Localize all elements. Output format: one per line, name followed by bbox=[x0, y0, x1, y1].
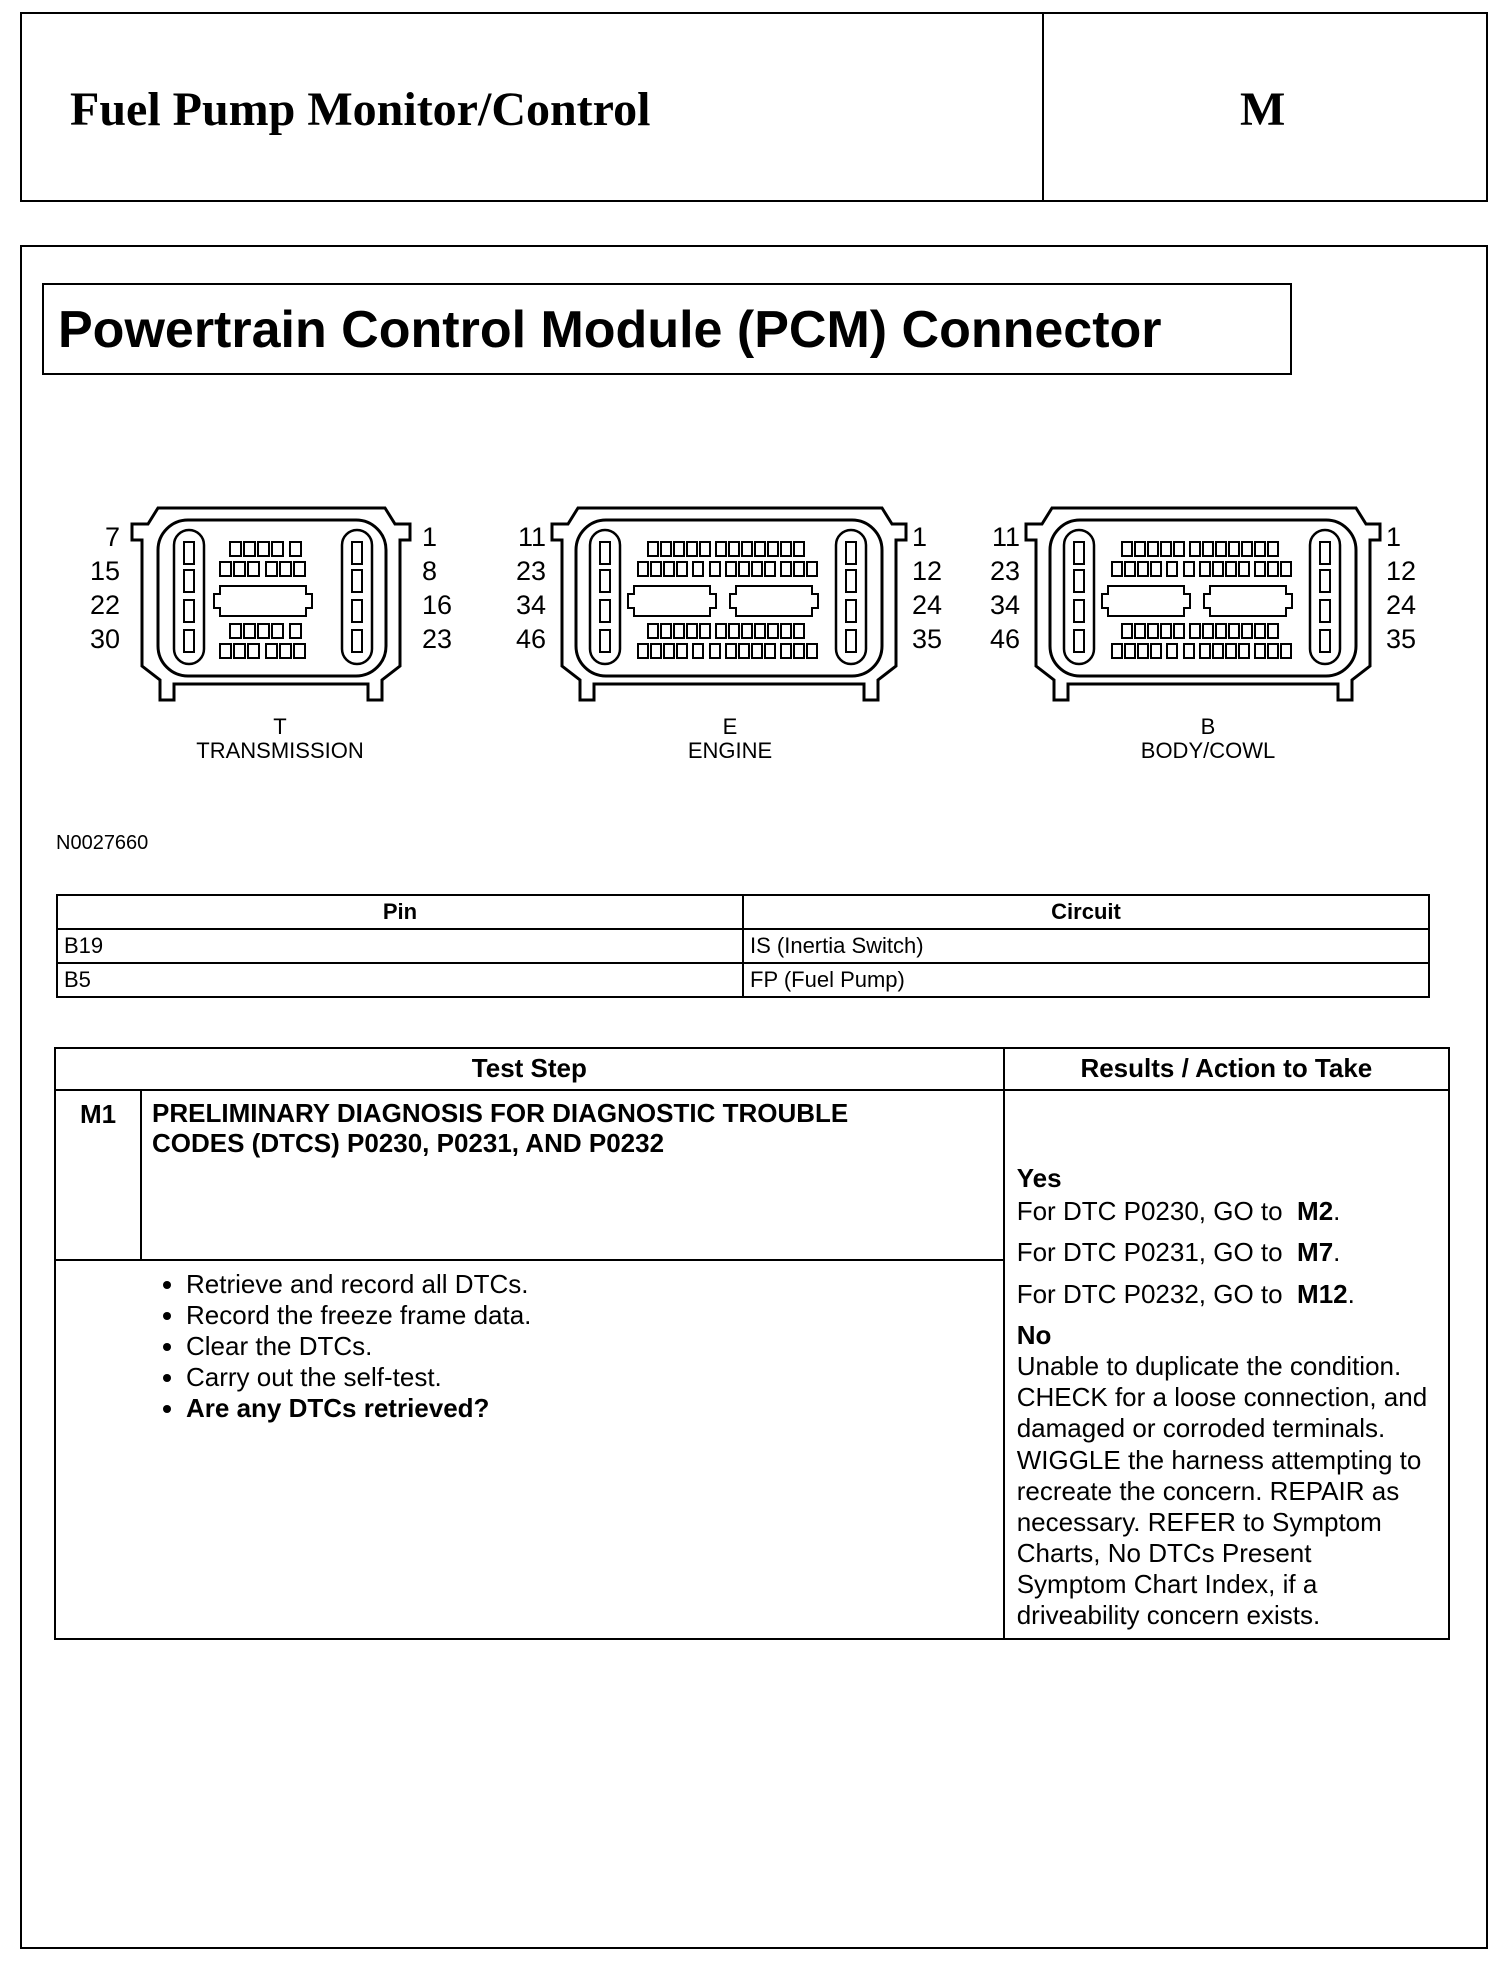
yes-label: Yes bbox=[1016, 1163, 1062, 1193]
pin-number: 11 bbox=[517, 522, 546, 552]
column-header-test-step: Test Step bbox=[55, 1048, 1004, 1090]
figure-id: N0027660 bbox=[56, 832, 149, 854]
no-action-line: Charts, No DTCs Present bbox=[1016, 1538, 1312, 1569]
table-header-row bbox=[55, 1048, 1449, 1090]
no-action-line: WIGGLE the harness attempting to bbox=[1016, 1444, 1422, 1475]
no-action-line: Unable to duplicate the condition. bbox=[1016, 1350, 1402, 1381]
column-header-pin: Pin bbox=[57, 895, 743, 929]
pin-number: 24 bbox=[912, 590, 943, 620]
circuit-cell: IS (Inertia Switch) bbox=[743, 929, 1429, 963]
connector-name: ENGINE bbox=[687, 738, 773, 763]
table-row bbox=[57, 963, 1429, 997]
no-action-line: driveability concern exists. bbox=[1016, 1600, 1321, 1631]
step-bullet-list bbox=[150, 1269, 993, 1425]
goto-step-link[interactable]: M2 bbox=[1297, 1196, 1334, 1227]
step-heading-line: CODES (DTCS) P0230, P0231, AND P0232 bbox=[152, 1127, 665, 1158]
table-header-row bbox=[57, 895, 1429, 929]
pin-number: 1 bbox=[1386, 522, 1402, 552]
step-id: M1 bbox=[55, 1090, 141, 1260]
connector-body-cowl bbox=[990, 508, 1416, 763]
section-letter: M bbox=[1240, 83, 1286, 136]
pin-number: 46 bbox=[515, 624, 546, 654]
column-header-results: Results / Action to Take bbox=[1004, 1048, 1449, 1090]
yes-action-text: For DTC P0230, GO to bbox=[1016, 1196, 1283, 1227]
pin-number: 34 bbox=[515, 590, 546, 620]
pin-number: 7 bbox=[104, 522, 120, 552]
list-item: • Retrieve and record all DTCs. bbox=[186, 1269, 993, 1300]
connector-transmission bbox=[90, 508, 452, 763]
step-heading-line: PRELIMINARY DIAGNOSIS FOR DIAGNOSTIC TROUBLE bbox=[152, 1098, 849, 1128]
list-item: • Carry out the self-test. bbox=[186, 1362, 993, 1393]
pin-number: 24 bbox=[1386, 590, 1417, 620]
pin-number: 22 bbox=[89, 590, 120, 620]
circuit-cell: FP (Fuel Pump) bbox=[743, 963, 1429, 997]
step-heading bbox=[141, 1090, 1004, 1260]
goto-step-link[interactable]: M7 bbox=[1297, 1237, 1334, 1268]
step-heading-row bbox=[55, 1090, 1449, 1260]
connector-letter: T bbox=[273, 714, 287, 739]
pin-number: 35 bbox=[912, 624, 943, 654]
table-row bbox=[57, 929, 1429, 963]
no-action-line: damaged or corroded terminals. bbox=[1016, 1413, 1386, 1444]
header-divider bbox=[1042, 12, 1044, 202]
connector-name: TRANSMISSION bbox=[196, 738, 364, 763]
pin-cell: B19 bbox=[57, 929, 743, 963]
section-title: Powertrain Control Module (PCM) Connector bbox=[58, 301, 1162, 359]
pin-number: 23 bbox=[422, 624, 453, 654]
no-label: No bbox=[1016, 1319, 1052, 1350]
pin-number: 16 bbox=[422, 590, 453, 620]
yes-action bbox=[1017, 1196, 1442, 1227]
no-action-line: CHECK for a loose connection, and bbox=[1016, 1382, 1428, 1413]
test-step-table bbox=[54, 1047, 1450, 1640]
goto-step-link[interactable]: M12 bbox=[1297, 1278, 1348, 1309]
page-title: Fuel Pump Monitor/Control bbox=[70, 83, 651, 136]
connector-engine bbox=[516, 508, 942, 763]
pin-number: 46 bbox=[989, 624, 1020, 654]
pin-number: 35 bbox=[1386, 624, 1417, 654]
pin-number: 11 bbox=[991, 522, 1020, 552]
results-cell bbox=[1004, 1090, 1449, 1639]
yes-action bbox=[1017, 1279, 1442, 1310]
pin-number: 30 bbox=[89, 624, 120, 654]
yes-action-end: . bbox=[1347, 1278, 1355, 1309]
column-header-circuit: Circuit bbox=[743, 895, 1429, 929]
pin-number: 1 bbox=[422, 522, 438, 552]
pin-number: 1 bbox=[912, 522, 928, 552]
pin-number: 8 bbox=[422, 556, 438, 586]
pin-number: 23 bbox=[515, 556, 546, 586]
pin-number: 23 bbox=[989, 556, 1020, 586]
pin-circuit-table bbox=[56, 894, 1430, 998]
list-item: • Clear the DTCs. bbox=[186, 1331, 993, 1362]
pin-number: 34 bbox=[989, 590, 1020, 620]
list-item-question: • Are any DTCs retrieved? bbox=[186, 1393, 993, 1424]
connector-letter: B bbox=[1200, 714, 1216, 739]
no-action-line: recreate the concern. REPAIR as bbox=[1016, 1475, 1400, 1506]
list-item: • Record the freeze frame data. bbox=[186, 1300, 993, 1331]
pin-number: 15 bbox=[89, 556, 120, 586]
pin-number: 12 bbox=[1386, 556, 1417, 586]
pcm-connector-diagram bbox=[80, 490, 1460, 770]
connector-name: BODY/COWL bbox=[1140, 738, 1276, 763]
yes-action bbox=[1017, 1237, 1442, 1268]
yes-action-end: . bbox=[1333, 1237, 1341, 1268]
pin-number: 12 bbox=[912, 556, 943, 586]
pin-cell: B5 bbox=[57, 963, 743, 997]
no-action-line: necessary. REFER to Symptom bbox=[1016, 1506, 1382, 1537]
yes-action-end: . bbox=[1333, 1196, 1341, 1227]
step-body bbox=[55, 1260, 1004, 1639]
yes-action-text: For DTC P0231, GO to bbox=[1016, 1237, 1283, 1268]
connector-letter: E bbox=[722, 714, 738, 739]
yes-action-text: For DTC P0232, GO to bbox=[1016, 1278, 1283, 1309]
no-action-line: Symptom Chart Index, if a bbox=[1016, 1569, 1318, 1600]
